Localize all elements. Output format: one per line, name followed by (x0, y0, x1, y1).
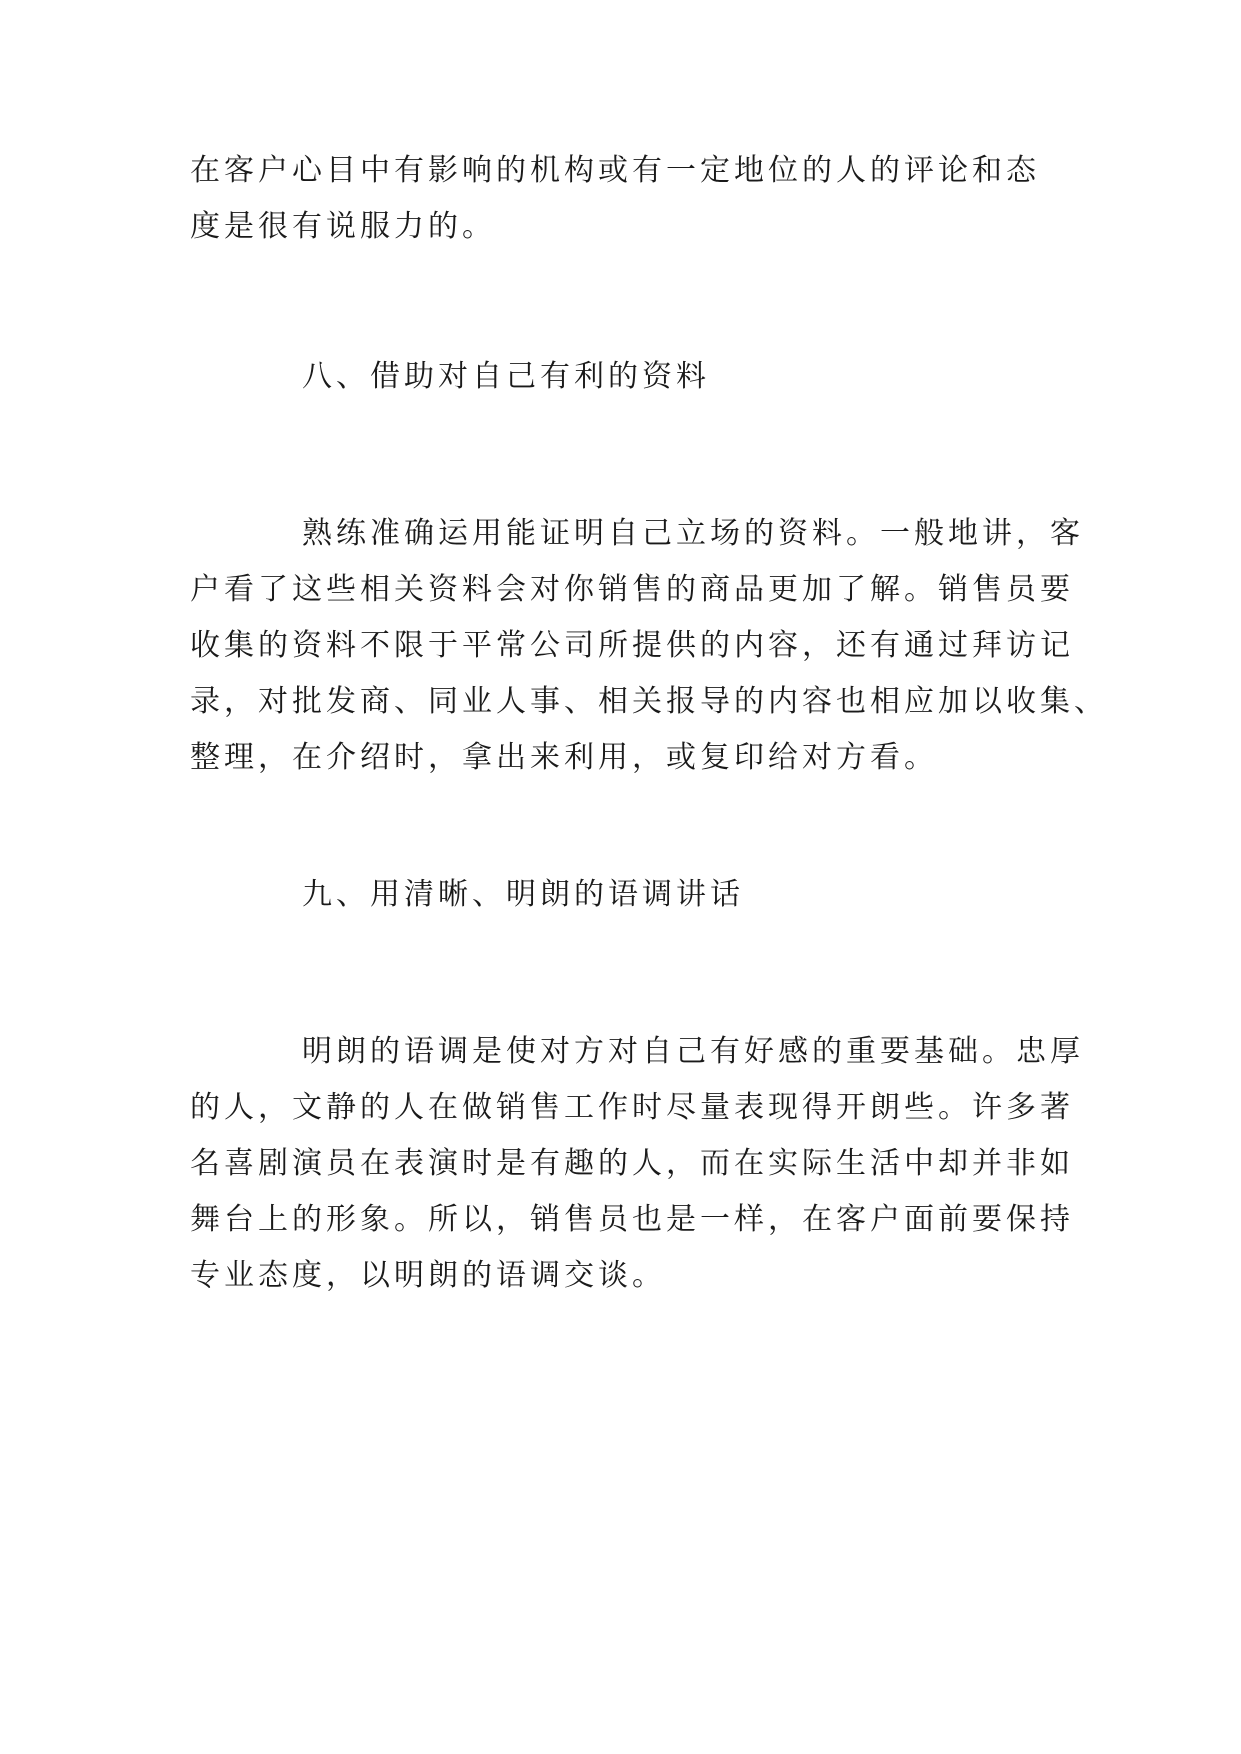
paragraph-line: 收集的资料不限于平常公司所提供的内容，还有通过拜访记 (190, 628, 1074, 663)
paragraph-section-9 (190, 1024, 1084, 1304)
section-heading-8: 八、借助对自己有利的资料 (302, 359, 710, 394)
section-heading-9: 九、用清晰、明朗的语调讲话 (302, 877, 744, 912)
paragraph-line: 舞台上的形象。所以，销售员也是一样，在客户面前要保持 (190, 1202, 1074, 1237)
paragraph-line: 名喜剧演员在表演时是有趣的人，而在实际生活中却并非如 (190, 1146, 1074, 1181)
paragraph-line: 户看了这些相关资料会对你销售的商品更加了解。销售员要 (190, 572, 1074, 607)
paragraph-line: 专业态度，以明朗的语调交谈。 (190, 1258, 666, 1293)
paragraph-line: 熟练准确运用能证明自己立场的资料。一般地讲，客 (302, 516, 1084, 551)
paragraph-intro (190, 143, 1050, 255)
paragraph-line: 在客户心目中有影响的机构或有一定地位的人的评论和态 (190, 153, 1040, 188)
paragraph-line: 整理，在介绍时，拿出来利用，或复印给对方看。 (190, 740, 938, 775)
paragraph-line: 的人，文静的人在做销售工作时尽量表现得开朗些。许多著 (190, 1090, 1074, 1125)
paragraph-line: 度是很有说服力的。 (190, 209, 496, 244)
paragraph-line: 明朗的语调是使对方对自己有好感的重要基础。忠厚 (302, 1034, 1084, 1069)
paragraph-section-8 (190, 506, 1108, 786)
paragraph-line: 录，对批发商、同业人事、相关报导的内容也相应加以收集、 (190, 684, 1108, 719)
